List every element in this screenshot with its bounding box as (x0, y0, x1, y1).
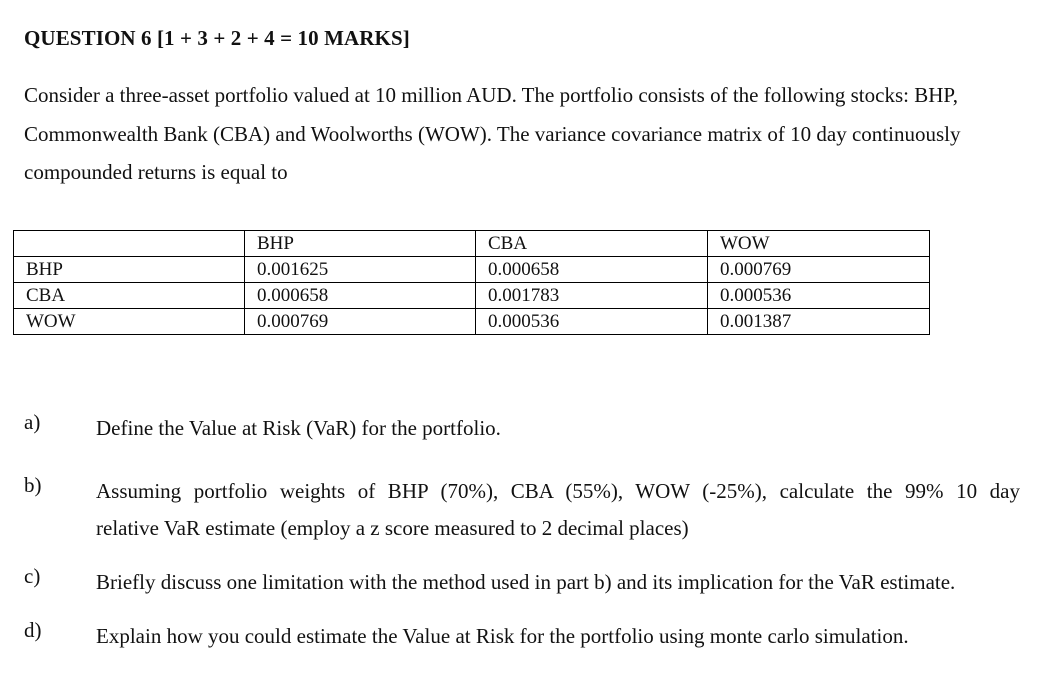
table-header-cell: BHP (245, 231, 476, 257)
table-cell: 0.001387 (708, 309, 930, 335)
part-d-label: d) (24, 618, 42, 642)
table-cell: 0.000536 (476, 309, 708, 335)
table-header-cell: CBA (476, 231, 708, 257)
table-row (14, 309, 930, 335)
table-cell: 0.000658 (476, 257, 708, 283)
table-header-cell: WOW (708, 231, 930, 257)
table-cell: 0.000769 (245, 309, 476, 335)
table-header-row (14, 231, 930, 257)
part-b-label: b) (24, 473, 42, 497)
question-title: QUESTION 6 [1 + 3 + 2 + 4 = 10 MARKS] (24, 26, 410, 50)
table-cell: 0.000769 (708, 257, 930, 283)
row-label-cell: BHP (14, 257, 245, 283)
question-intro: Consider a three-asset portfolio valued at 10 million AUD. The portfolio consists of the following stocks: BHP, Commonwealth Bank (CBA) and Woolworths (WOW). The variance covariance matrix of 10 day continuously compounded returns is equal to (24, 83, 961, 184)
part-c-text: Briefly discuss one limitation with the method used in part b) and its implication for the VaR estimate. (96, 570, 956, 594)
part-a-text: Define the Value at Risk (VaR) for the portfolio. (96, 416, 501, 440)
table-row (14, 257, 930, 283)
part-b-text (96, 473, 1020, 547)
covariance-matrix-table (13, 230, 930, 335)
table-cell: 0.000536 (708, 283, 930, 309)
table-cell: 0.001625 (245, 257, 476, 283)
part-c-label: c) (24, 564, 41, 588)
row-label-cell: CBA (14, 283, 245, 309)
part-b-line-1: Assuming portfolio weights of BHP (70%), CBA (55%), WOW (-25%), calculate the 99% 10 day (96, 479, 1020, 503)
table-cell: 0.000658 (245, 283, 476, 309)
table-cell (14, 231, 245, 257)
part-a-label: a) (24, 410, 41, 434)
table-cell: 0.001783 (476, 283, 708, 309)
table-row (14, 283, 930, 309)
part-d-text: Explain how you could estimate the Value at Risk for the portfolio using monte carlo simulation. (96, 624, 909, 648)
row-label-cell: WOW (14, 309, 245, 335)
part-b-line-2: relative VaR estimate (employ a z score measured to 2 decimal places) (96, 516, 689, 540)
